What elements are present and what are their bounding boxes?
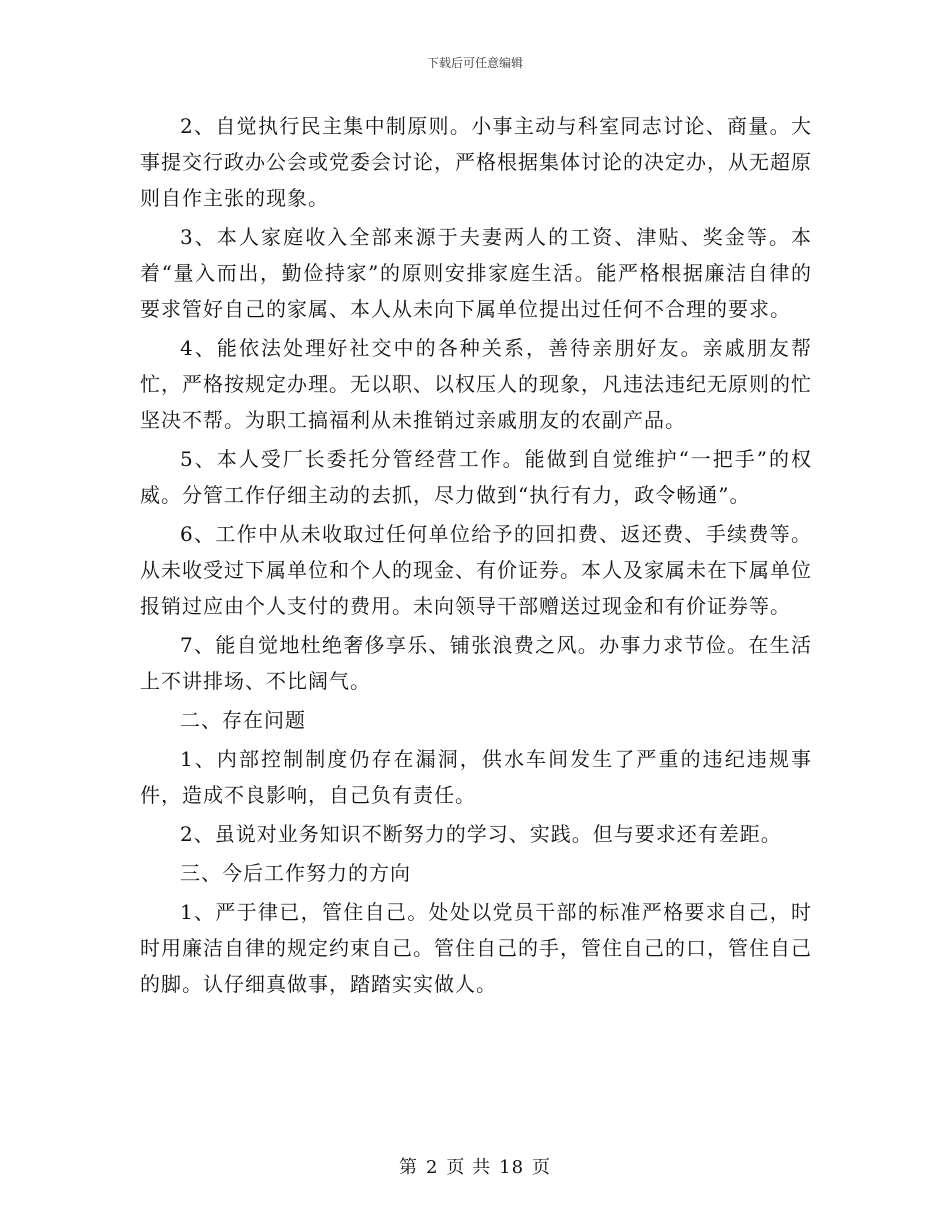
footer-prefix: 第	[398, 1157, 418, 1178]
section-heading-problems: 二、存在问题	[180, 708, 306, 732]
direction-item-1: 1、严于律已，管住自己。处处以党员干部的标准严格要求自己，时时用廉洁自律的规定约束自己。管住自己的手，管住自己的口，管住自己的脚。认仔细真做事，踏踏实实做人。	[140, 900, 812, 996]
paragraph-item-7: 7、能自觉地杜绝奢侈享乐、铺张浪费之风。办事力求节俭。在生活上不讲排场、不比阔气。	[140, 633, 812, 693]
page-header-note: 下载后可任意编辑	[426, 56, 523, 70]
footer-page-number: 2	[425, 1157, 439, 1178]
document-body	[140, 108, 812, 1005]
paragraph-item-6: 6、工作中从未收取过任何单位给予的回扣费、返还费、手续费等。从未收受过下属单位和个人的现金、有价证券。本人及家属未在下属单位报销过应由个人支付的费用。未向领导干部赠送过现金和有价证券等。	[140, 522, 812, 618]
paragraph-item-5: 5、本人受厂长委托分管经营工作。能做到自觉维护“一把手”的权威。分管工作仔细主动的去抓，尽力做到“执行有力，政令畅通”。	[140, 447, 812, 507]
footer-total-pages: 18	[499, 1157, 525, 1178]
footer-suffix: 页	[532, 1157, 552, 1178]
problem-item-1: 1、内部控制制度仍存在漏洞，供水车间发生了严重的违纪违规事件，造成不良影响，自己负有责任。	[140, 747, 812, 807]
problem-item-2: 2、虽说对业务知识不断努力的学习、实践。但与要求还有差距。	[180, 822, 782, 846]
section-heading-direction: 三、今后工作努力的方向	[180, 861, 411, 885]
paragraph-item-4: 4、能依法处理好社交中的各种关系，善待亲朋好友。亲戚朋友帮忙，严格按规定办理。无以职、以权压人的现象，凡违法违纪无原则的忙坚决不帮。为职工搞福利从未推销过亲戚朋友的农副产品。	[140, 336, 812, 432]
paragraph-item-3: 3、本人家庭收入全部来源于夫妻两人的工资、津贴、奖金等。本着“量入而出，勤俭持家”的原则安排家庭生活。能严格根据廉洁自律的要求管好自己的家属、本人从未向下属单位提出过任何不合理的要求。	[140, 225, 812, 321]
paragraph-item-2: 2、自觉执行民主集中制原则。小事主动与科室同志讨论、商量。大事提交行政办公会或党委会讨论，严格根据集体讨论的决定办，从无超原则自作主张的现象。	[140, 114, 812, 210]
page-footer	[0, 1153, 950, 1179]
footer-middle: 页 共	[446, 1157, 492, 1178]
